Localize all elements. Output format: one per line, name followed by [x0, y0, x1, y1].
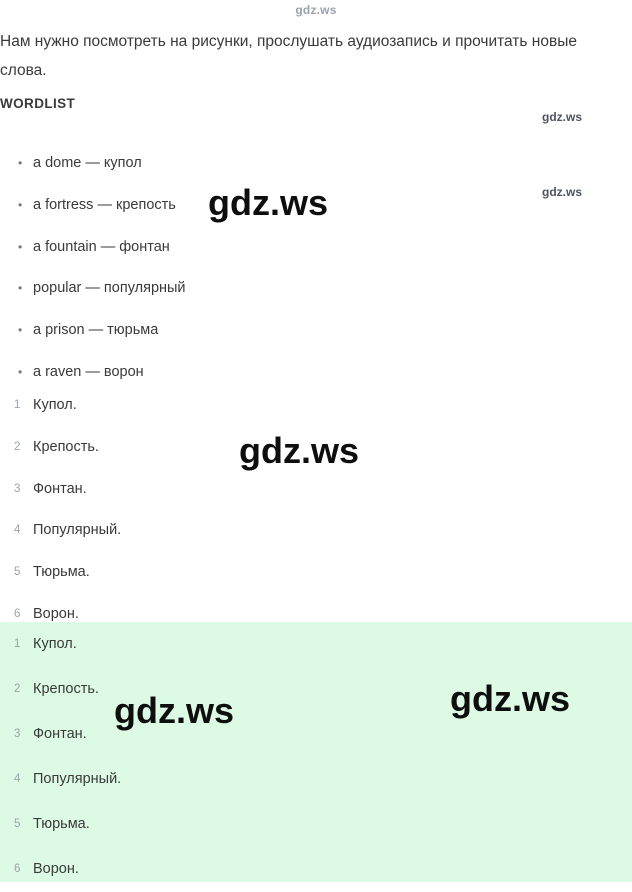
watermark: gdz.ws [114, 690, 235, 731]
watermark-top: gdz.ws [295, 3, 337, 17]
list-item-text: Ворон. [33, 605, 79, 622]
list-item-text: Купол. [33, 397, 77, 413]
list-item [0, 143, 430, 185]
list-item-text: Фонтан. [33, 480, 87, 497]
list-item-text: Купол. [33, 636, 77, 652]
list-item-text: Крепость. [33, 681, 99, 697]
list-item [0, 469, 430, 511]
list-item-text: Тюрьма. [33, 564, 90, 581]
watermark: gdz.ws [239, 430, 360, 471]
wordlist-entry: a fountain — фонтан [33, 238, 170, 255]
list-item [0, 510, 430, 552]
list-item-number: 5 [14, 818, 21, 830]
wordlist-entry: a dome — купол [33, 155, 142, 171]
list-item-number: 6 [14, 607, 21, 620]
wordlist-entry: a prison — тюрьма [33, 322, 159, 339]
list-item-text: Популярный. [33, 522, 122, 539]
translation-list [0, 385, 430, 636]
list-item-number: 2 [14, 440, 21, 453]
list-item [0, 268, 430, 310]
section-title-wordlist: WORDLIST [0, 96, 76, 111]
intro-paragraph: Нам нужно посмотреть на рисунки, прослушать аудиозапись и прочитать новые слова. [0, 33, 577, 79]
list-item [0, 757, 430, 802]
watermark: gdz.ws [542, 185, 583, 199]
list-item [0, 310, 430, 352]
wordlist-entry: a fortress — крепость [33, 196, 176, 213]
watermark: gdz.ws [208, 182, 329, 223]
list-item [0, 712, 430, 757]
list-item [0, 185, 430, 227]
list-item [0, 667, 430, 712]
list-item [0, 847, 430, 892]
list-item [0, 427, 430, 469]
list-item-number: 3 [14, 728, 21, 740]
list-item-text: Популярный. [33, 771, 122, 787]
list-item-text: Фонтан. [33, 726, 87, 742]
wordlist [0, 143, 430, 394]
watermark: gdz.ws [542, 110, 583, 124]
list-item [0, 552, 430, 594]
wordlist-entry: a raven — ворон [33, 363, 144, 380]
list-item-number: 1 [14, 638, 21, 650]
list-item [0, 802, 430, 847]
list-item-number: 5 [14, 566, 21, 579]
wordlist-entry: popular — популярный [33, 280, 186, 297]
answer-highlight-block [0, 622, 632, 882]
list-item-number: 4 [14, 773, 21, 785]
list-item-text: Ворон. [33, 861, 79, 877]
list-item-text: Крепость. [33, 438, 99, 455]
list-item [0, 622, 430, 667]
answer-list [0, 622, 430, 892]
list-item-text: Тюрьма. [33, 816, 90, 832]
list-item [0, 385, 430, 427]
list-item-number: 3 [14, 482, 21, 495]
list-item-number: 4 [14, 524, 21, 537]
list-item-number: 6 [14, 863, 21, 875]
list-item-number: 2 [14, 683, 21, 695]
watermark: gdz.ws [450, 678, 571, 719]
list-item-number: 1 [14, 399, 21, 411]
list-item [0, 227, 430, 269]
